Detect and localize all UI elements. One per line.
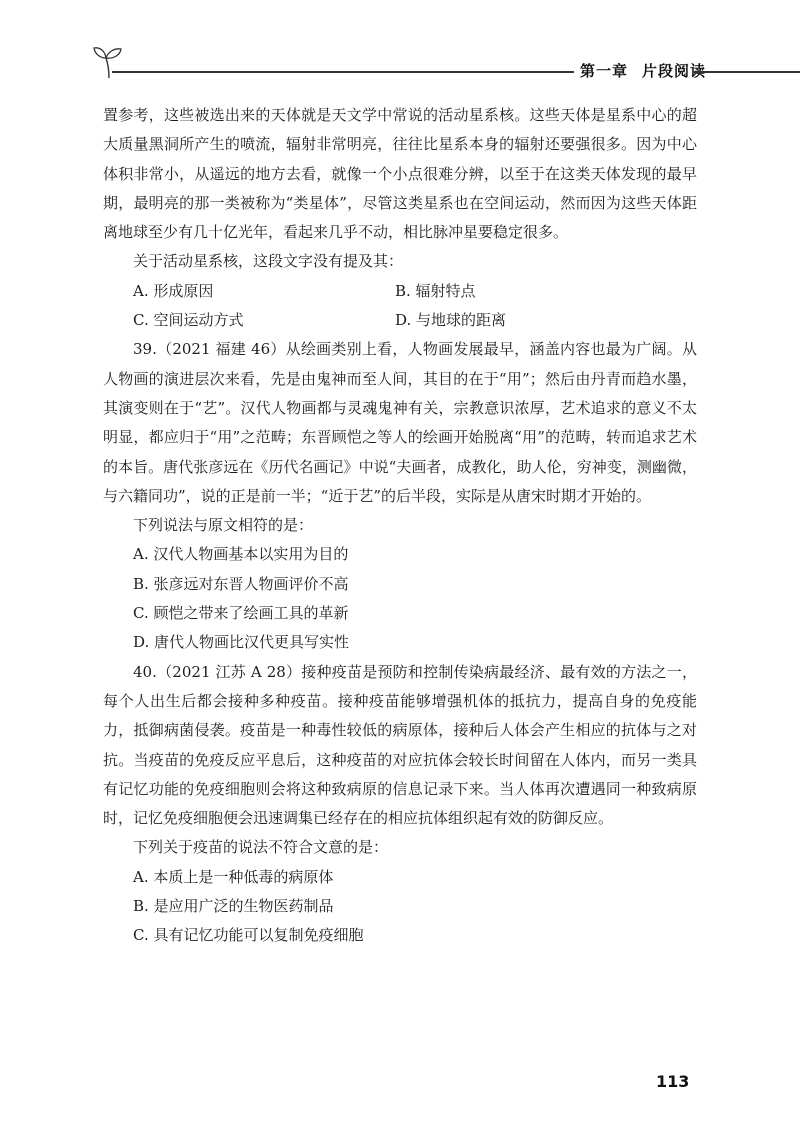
question-38-options <box>103 277 697 336</box>
option-a: A. 形成原因 <box>133 281 214 300</box>
header-rule-left <box>112 71 574 73</box>
question-38-passage: 置参考，这些被选出来的天体就是天文学中常说的活动星系核。这些天体是星系中心的超大质量黑洞所产生的喷流，辐射非常明亮，往往比星系本身的辐射还要强很多。因为中心体积非常小，从遥远的地方去看，就像一个小点很难分辨，以至于在这类天体发现的最早期，最明亮的那一类被称为“类星体”，尽管这类星系也在空间运动，然而因为这些天体距离地球至少有几十亿光年，看起来几乎不动，相比脉冲星要稳定很多。 <box>103 106 697 242</box>
option-d: D. 唐代人物画比汉代更具写实性 <box>133 633 350 652</box>
option-d: D. 与地球的距离 <box>395 311 507 330</box>
question-39-passage: 39.（2021 福建 46）从绘画类别上看，人物画发展最早，涵盖内容也最为广阔。从人物画的演进层次来看，先是由鬼神而至人间，其目的在于“用”；然后由丹青而趋水墨，其演变则在于“艺”。汉代人物画都与灵魂鬼神有关，宗教意识浓厚，艺术追求的意义不太明显，都应归于“用”之范畴；东晋顾恺之等人的绘画开始脱离“用”的范畴，转而追求艺术的本旨。唐代张彦远在《历代名画记》中说“夫画者，成教化，助人伦，穷神变，测幽微，与六籍同功”，说的正是前一半；“近于艺”的后半段，实际是从唐宋时期才开始的。 <box>103 340 697 505</box>
option-c: C. 具有记忆功能可以复制免疫细胞 <box>133 926 364 945</box>
question-40-passage: 40.（2021 江苏 A 28）接种疫苗是预防和控制传染病最经济、最有效的方法之一，每个人出生后都会接种多种疫苗。接种疫苗能够增强机体的抵抗力，提高自身的免疫能力，抵御病菌侵袭。疫苗是一种毒性较低的病原体，接种后人体会产生相应的抗体与之对抗。当疫苗的免疫反应平息后，这种疫苗的对应抗体会较长时间留在人体内，而另一类具有记忆功能的免疫细胞则会将这种致病原的信息记录下来。当人体再次遭遇同一种致病原时，记忆免疫细胞便会迅速调集已经存在的相应抗体组织起有效的防御反应。 <box>103 662 697 828</box>
running-header <box>92 44 800 84</box>
option-a: A. 汉代人物画基本以实用为目的 <box>133 545 349 564</box>
section-label: 片段阅读 <box>642 62 707 80</box>
option-c: C. 空间运动方式 <box>133 311 244 330</box>
option-a: A. 本质上是一种低毒的病原体 <box>133 867 334 886</box>
page-content <box>103 101 697 951</box>
question-39-stem: 下列说法与原文相符的是： <box>133 516 314 535</box>
option-c: C. 顾恺之带来了绘画工具的革新 <box>133 604 349 623</box>
page-number: 113 <box>656 1072 690 1091</box>
header-rule-right <box>694 71 800 73</box>
question-38-stem: 关于活动星系核，这段文字没有提及其： <box>133 252 404 271</box>
chapter-label: 第一章 <box>580 62 629 80</box>
sprout-icon <box>92 44 126 80</box>
option-b: B. 是应用广泛的生物医药制品 <box>133 897 334 916</box>
chapter-title <box>580 60 706 81</box>
question-40-stem: 下列关于疫苗的说法不符合文意的是： <box>133 838 389 857</box>
option-b: B. 辐射特点 <box>395 281 476 300</box>
option-b: B. 张彦远对东晋人物画评价不高 <box>133 574 349 593</box>
